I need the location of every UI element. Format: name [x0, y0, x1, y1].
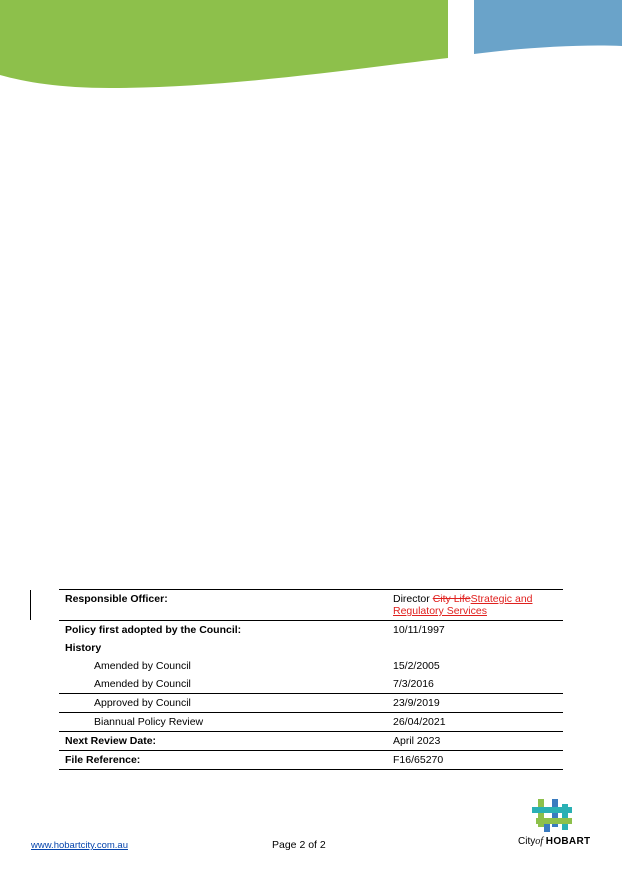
table-row — [59, 694, 563, 713]
policy-info-table — [59, 589, 563, 770]
file-reference-value: F16/65270 — [387, 751, 563, 770]
responsible-officer-label: Responsible Officer: — [59, 590, 387, 621]
table-row — [59, 621, 563, 640]
logo-city: City — [518, 836, 536, 847]
adopted-label: Policy first adopted by the Council: — [59, 621, 387, 640]
tracked-change-bar — [30, 590, 31, 620]
website-link[interactable]: www.hobartcity.com.au — [31, 840, 128, 851]
responsible-officer-prefix: Director — [393, 593, 433, 605]
table-row — [59, 713, 563, 732]
history-label: History — [65, 642, 102, 654]
history-item-label: Amended by Council — [94, 660, 191, 672]
history-item-value: 15/2/2005 — [393, 660, 440, 672]
green-wave-shape — [0, 0, 448, 88]
deleted-text: City Life — [432, 593, 471, 605]
table-row — [59, 732, 563, 751]
logo-wordmark — [518, 836, 590, 847]
table-row — [59, 590, 563, 621]
adopted-value: 10/11/1997 — [387, 621, 563, 640]
logo-hobart: HOBART — [545, 836, 591, 847]
history-item-label: Amended by Council — [94, 678, 191, 690]
header-banner — [0, 0, 622, 95]
next-review-value: April 2023 — [387, 732, 563, 751]
table-row — [59, 657, 563, 675]
file-reference-label: File Reference: — [59, 751, 387, 770]
logo-of: of — [535, 836, 544, 847]
page-number: Page 2 of 2 — [272, 839, 326, 851]
table-row — [59, 675, 563, 694]
history-item-label: Approved by Council — [59, 694, 387, 713]
table-row — [59, 751, 563, 770]
next-review-label: Next Review Date: — [59, 732, 387, 751]
history-item-value: 7/3/2016 — [393, 678, 434, 690]
history-value — [387, 639, 563, 657]
table-row — [59, 639, 563, 657]
history-item-value: 26/04/2021 — [387, 713, 563, 732]
blue-wave-shape — [474, 0, 622, 54]
responsible-officer-value — [387, 590, 563, 621]
history-item-value: 23/9/2019 — [387, 694, 563, 713]
inserted-text: Strategic and Regulatory Services — [393, 593, 533, 617]
history-item-label: Biannual Policy Review — [59, 713, 387, 732]
